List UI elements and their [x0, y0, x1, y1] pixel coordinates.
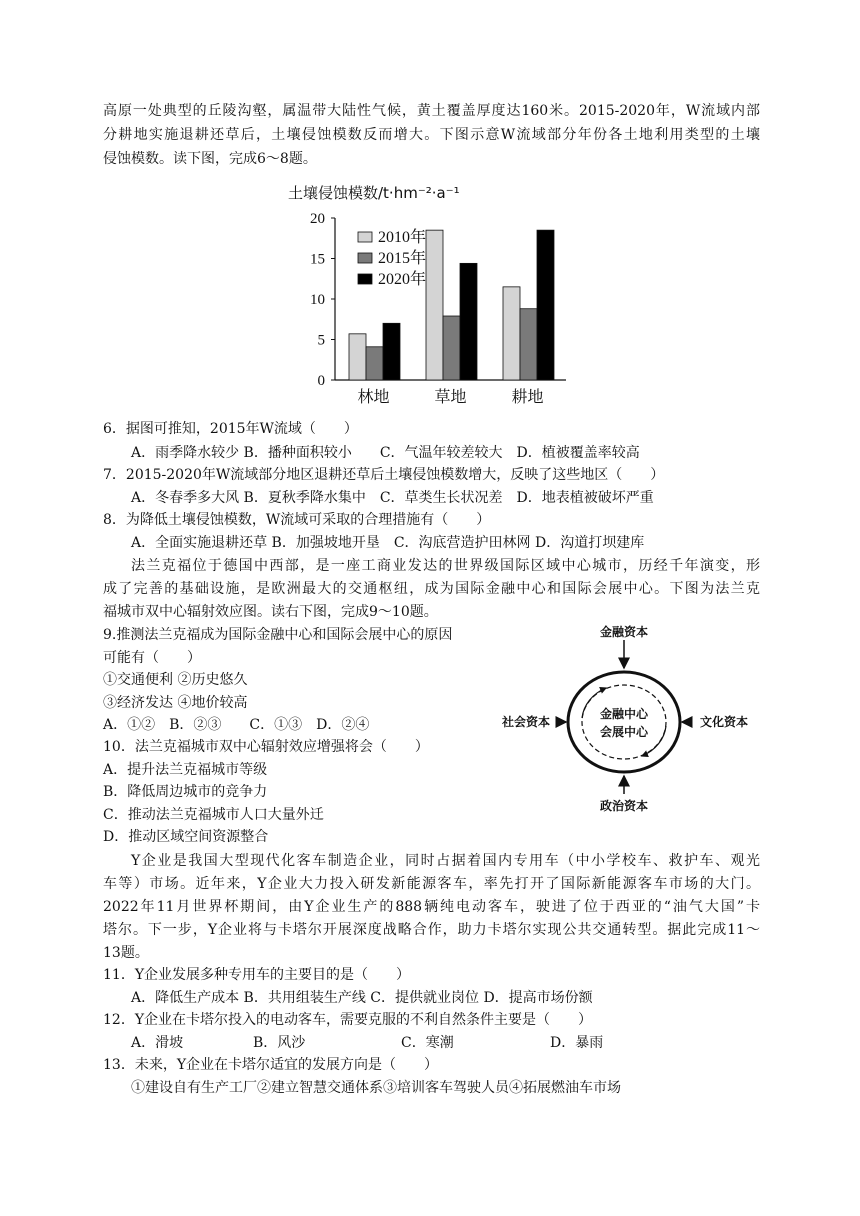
q6-stem: 6．据图可推知，2015年W流域（ ） — [103, 421, 358, 437]
passage2-line-1: 法兰克福位于德国中西部，是一座工商业发达的世界级国际区域中心城市，历经千年演变，形 — [131, 558, 760, 574]
q9-stem: 9.推测法兰克福成为国际金融中心和国际会展中心的原因 — [103, 627, 453, 643]
legend-label: 2010年 — [378, 229, 427, 246]
legend-swatch — [358, 274, 372, 284]
bar-1-2 — [460, 263, 477, 380]
label-political-capital: 政治资本 — [599, 799, 649, 813]
passage3-line-1: Y企业是我国大型现代化客车制造企业，同时占据着国内专用车（中小学校车、救护车、观光 — [131, 853, 760, 869]
bar-0-2 — [383, 323, 400, 380]
label-financial-center: 金融中心 — [599, 707, 649, 721]
intro-line-2: 分耕地实施退耕还草后，土壤侵蚀模数反而增大。下图示意W流域部分年份各土地利用类型的土壤 — [103, 127, 760, 143]
q10-option-b: B．降低周边城市的竞争力 — [103, 784, 268, 800]
chart-title: 土壤侵蚀模数/t·hm⁻²·a⁻¹ — [288, 184, 460, 202]
y-tick-label: 20 — [310, 211, 325, 227]
intro-line-3: 侵蚀模数。读下图，完成6～8题。 — [103, 151, 317, 167]
q13-stem: 13．未来，Y企业在卡塔尔适宜的发展方向是（ ） — [103, 1057, 439, 1073]
x-category-label: 草地 — [434, 387, 467, 406]
intro-line-1: 高原一处典型的丘陵沟壑，属温带大陆性气候，黄土覆盖厚度达160米。2015-2020年，W流域内部 — [103, 103, 760, 119]
q9-items-1: ①交通便利 ②历史悠久 — [103, 672, 248, 688]
label-financial-capital: 金融资本 — [599, 625, 649, 639]
q10-stem: 10．法兰克福城市双中心辐射效应增强将会（ ） — [103, 739, 429, 755]
q12-stem: 12．Y企业在卡塔尔投入的电动客车，需要克服的不利自然条件主要是（ ） — [103, 1012, 593, 1028]
q8-options: A．全面实施退耕还草 B．加强坡地开垦 C．沟底营造护田林网 D．沟道打坝建库 — [131, 535, 645, 551]
y-tick-label: 5 — [317, 332, 325, 349]
passage3-line-4: 塔尔。下一步，Y企业将与卡塔尔开展深度战略合作，助力卡塔尔实现公共交通转型。据此完成11～ — [103, 922, 760, 938]
bar-2-1 — [520, 309, 537, 380]
passage3-line-5: 13题。 — [103, 945, 149, 961]
x-axis-labels — [357, 387, 543, 406]
legend-label: 2015年 — [378, 250, 427, 267]
label-cultural-capital: 文化资本 — [699, 715, 749, 729]
bar-1-1 — [443, 316, 460, 380]
passage3-line-2: 车等）市场。近年来，Y企业大力投入研发新能源客车，率先打开了国际新能源客车市场的大门。 — [103, 876, 760, 892]
soil-erosion-bar-chart — [288, 178, 578, 410]
q10-option-c: C．推动法兰克福城市人口大量外迁 — [103, 807, 324, 823]
legend-label: 2020年 — [378, 271, 427, 288]
x-category-label: 耕地 — [511, 387, 544, 406]
label-social-capital: 社会资本 — [501, 715, 551, 729]
q11-options: A．降低生产成本 B．共用组装生产线 C．提供就业岗位 D．提高市场份额 — [131, 990, 593, 1006]
label-exhibition-center: 会展中心 — [599, 725, 649, 739]
y-tick-label: 10 — [310, 292, 325, 308]
bar-0-0 — [349, 334, 366, 380]
legend-swatch — [358, 232, 372, 242]
q10-option-d: D．推动区域空间资源整合 — [103, 829, 269, 845]
q11-stem: 11．Y企业发展多种专用车的主要目的是（ ） — [103, 967, 411, 983]
q7-options: A．冬春季多大风 B．夏秋季降水集中 C．草类生长状况差 D．地表植被破坏严重 — [131, 490, 654, 506]
outer-ring — [568, 672, 680, 772]
q6-options: A．雨季降水较少 B．播种面积较小 C．气温年较差较大 D．植被覆盖率较高 — [131, 445, 640, 461]
y-tick-label: 0 — [317, 373, 325, 389]
bar-2-2 — [537, 230, 554, 380]
q13-options: ①建设自有生产工厂②建立智慧交通体系③培训客车驾驶人员④拓展燃油车市场 — [131, 1080, 621, 1096]
passage2-line-2: 成了完善的基础设施，是欧洲最大的交通枢纽，成为国际金融中心和国际会展中心。下图为法兰克 — [103, 581, 760, 597]
chart-legend — [358, 227, 426, 288]
q9-choices: A．①② B．②③ C．①③ D．②④ — [103, 717, 370, 733]
x-category-label: 林地 — [357, 387, 390, 406]
q10-option-a: A．提升法兰克福城市等级 — [103, 762, 268, 778]
q12-option-b: B．风沙 — [253, 1035, 306, 1051]
bar-0-1 — [366, 347, 383, 380]
q9-stem-2: 可能有（ ） — [103, 650, 201, 666]
y-tick-label: 15 — [310, 251, 325, 268]
q9-items-2: ③经济发达 ④地价较高 — [103, 695, 248, 711]
q12-option-a: A．滑坡 — [131, 1035, 184, 1051]
bar-2-0 — [503, 287, 520, 380]
bar-1-0 — [426, 230, 443, 380]
q12-option-d: D．暴雨 — [550, 1035, 604, 1051]
passage3-line-3: 2022年11月世界杯期间，由Y企业生产的888辆纯电动客车，驶进了位于西亚的“油气大国”卡 — [103, 899, 760, 915]
passage2-line-3: 福城市双中心辐射效应图。读右下图，完成9～10题。 — [103, 604, 438, 620]
q12-option-c: C．寒潮 — [401, 1035, 454, 1051]
dual-center-radiation-diagram — [496, 620, 766, 820]
inner-cycle-ring — [582, 685, 666, 759]
q7-stem: 7．2015-2020年W流域部分地区退耕还草后土壤侵蚀模数增大，反映了这些地区（ ） — [103, 467, 665, 483]
legend-swatch — [358, 253, 372, 263]
q8-stem: 8．为降低土壤侵蚀模数，W流域可采取的合理措施有（ ） — [103, 512, 491, 528]
